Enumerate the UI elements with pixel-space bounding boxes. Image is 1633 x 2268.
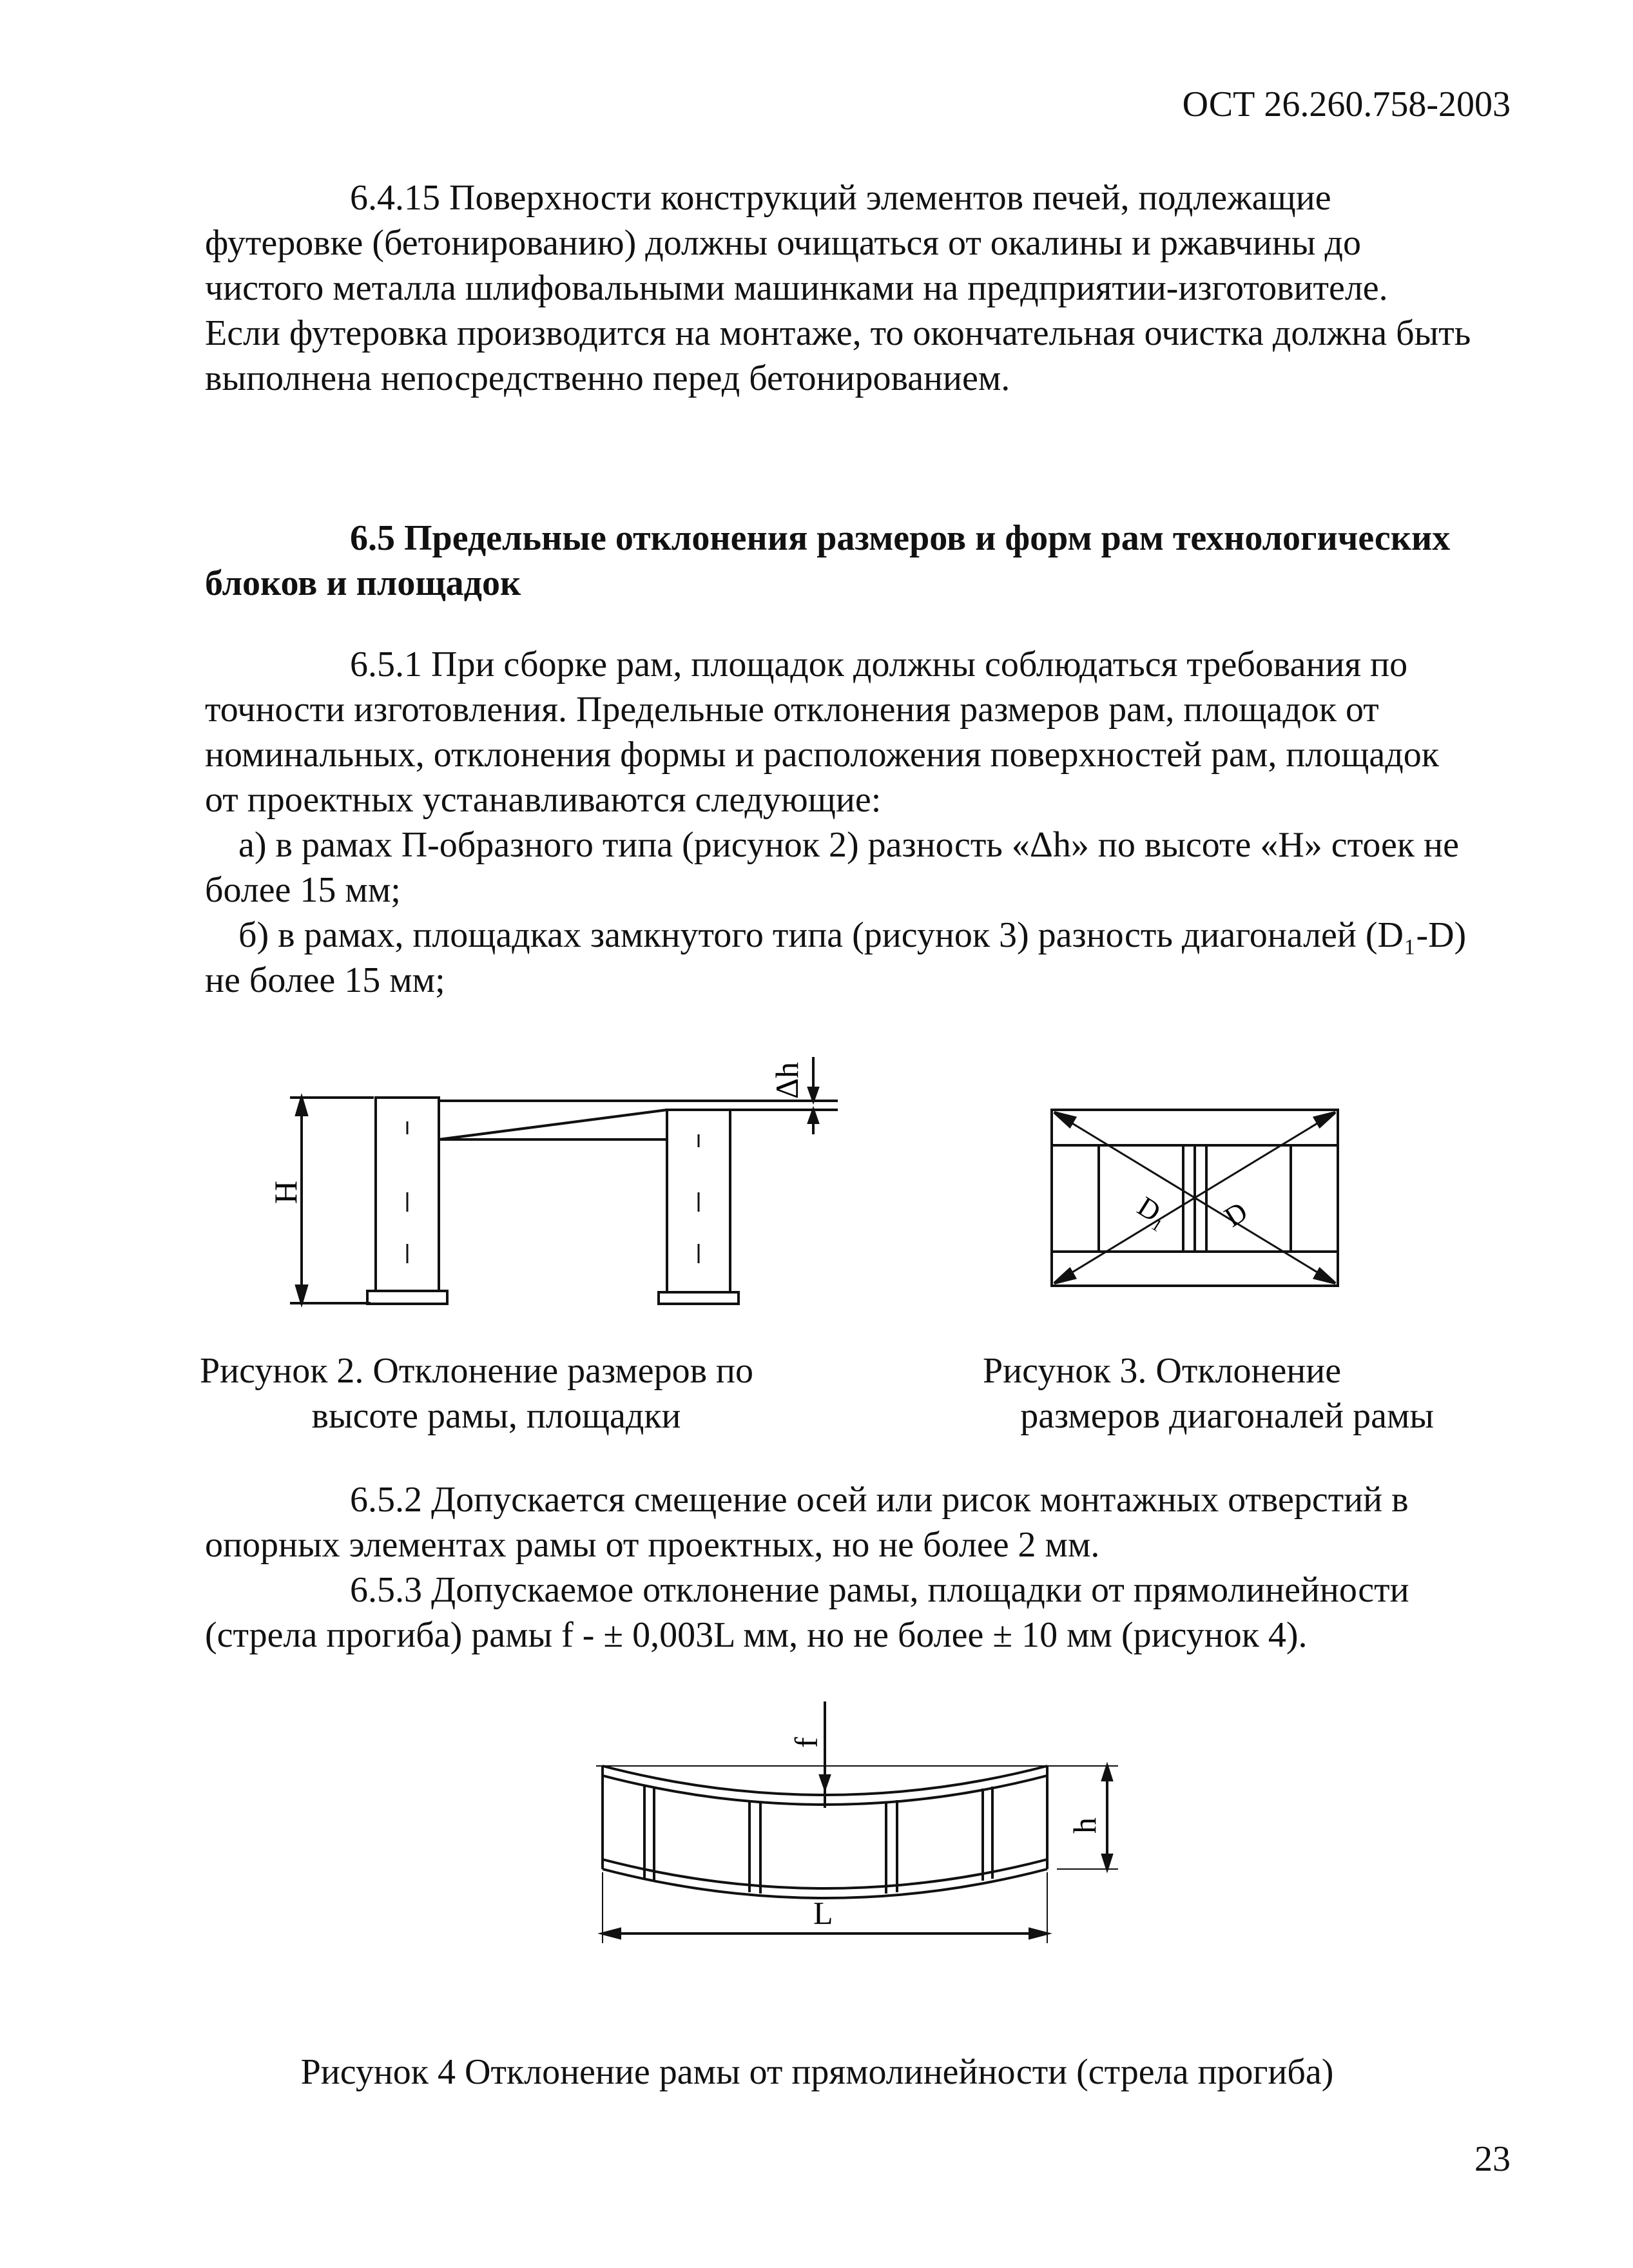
list-item-a-cont: более 15 мм; xyxy=(205,870,401,910)
label-delta-h: Δh xyxy=(769,1061,805,1099)
section-title-line: блоков и площадок xyxy=(205,563,521,603)
paragraph-line: опорных элементах рамы от проектных, но не более 2 мм. xyxy=(205,1525,1100,1565)
caption-line: высоте рамы, площадки xyxy=(311,1396,681,1436)
paragraph-line: 6.5.3 Допускаемое отклонение рамы, площадки от прямолинейности xyxy=(350,1570,1409,1610)
figure-4-caption: Рисунок 4 Отклонение рамы от прямолинейности (стрела прогиба) xyxy=(300,2052,1334,2092)
caption-line: Рисунок 2. Отклонение размеров по xyxy=(200,1351,753,1391)
list-item-a: а) в рамах П-образного типа (рисунок 2) разность «Δh» по высоте «H» стоек не xyxy=(238,825,1459,865)
paragraph-line: (стрела прогиба) рамы f - ± 0,003L мм, но не более ± 10 мм (рисунок 4). xyxy=(205,1615,1308,1655)
label-h: h xyxy=(1067,1817,1103,1834)
paragraph-line: номинальных, отклонения формы и расположения поверхностей рам, площадок xyxy=(205,735,1439,775)
paragraph-line: 6.5.2 Допускается смещение осей или рисок монтажных отверстий в xyxy=(350,1480,1409,1520)
figure-3-caption xyxy=(983,1348,1434,1439)
caption-line: Рисунок 3. Отклонение xyxy=(983,1351,1342,1391)
paragraph-6-5-3 xyxy=(205,1567,1520,1658)
figure-2-caption xyxy=(200,1348,793,1439)
list-item-b: б) в рамах, площадках замкнутого типа (рисунок 3) разность диагоналей (D₁-D) xyxy=(238,915,1467,955)
paragraph-line: 6.5.1 При сборке рам, площадок должны соблюдаться требования по xyxy=(350,645,1408,684)
paragraph-line: чистого металла шлифовальными машинками на предприятии-изготовителе. xyxy=(205,268,1388,308)
paragraph-line: футеровке (бетонированию) должны очищаться от окалины и ржавчины до xyxy=(205,223,1362,263)
paragraph-line: Если футеровка производится на монтаже, то окончательная очистка должна быть xyxy=(205,313,1471,353)
label-f: f xyxy=(788,1737,824,1748)
paragraph-line: точности изготовления. Предельные отклонения размеров рам, площадок от xyxy=(205,690,1379,730)
paragraph-line: выполнена непосредственно перед бетонированием. xyxy=(205,358,1010,398)
label-H: H xyxy=(267,1180,304,1204)
page-number: 23 xyxy=(1474,2139,1511,2179)
paragraph-line: 6.4.15 Поверхности конструкций элементов печей, подлежащие xyxy=(350,178,1331,218)
document-code: ОСТ 26.260.758-2003 xyxy=(1182,84,1511,124)
paragraph-line: от проектных устанавливаются следующие: xyxy=(205,780,882,820)
label-D: D xyxy=(1219,1196,1253,1234)
caption-line: размеров диагоналей рамы xyxy=(1020,1396,1434,1436)
section-title-line: 6.5 Предельные отклонения размеров и форм рам технологических xyxy=(350,518,1451,558)
paragraph-6-5-2 xyxy=(205,1477,1520,1567)
label-D1: D₁ xyxy=(1132,1190,1175,1234)
label-L: L xyxy=(813,1895,833,1931)
list-item-b-cont: не более 15 мм; xyxy=(205,960,445,1000)
